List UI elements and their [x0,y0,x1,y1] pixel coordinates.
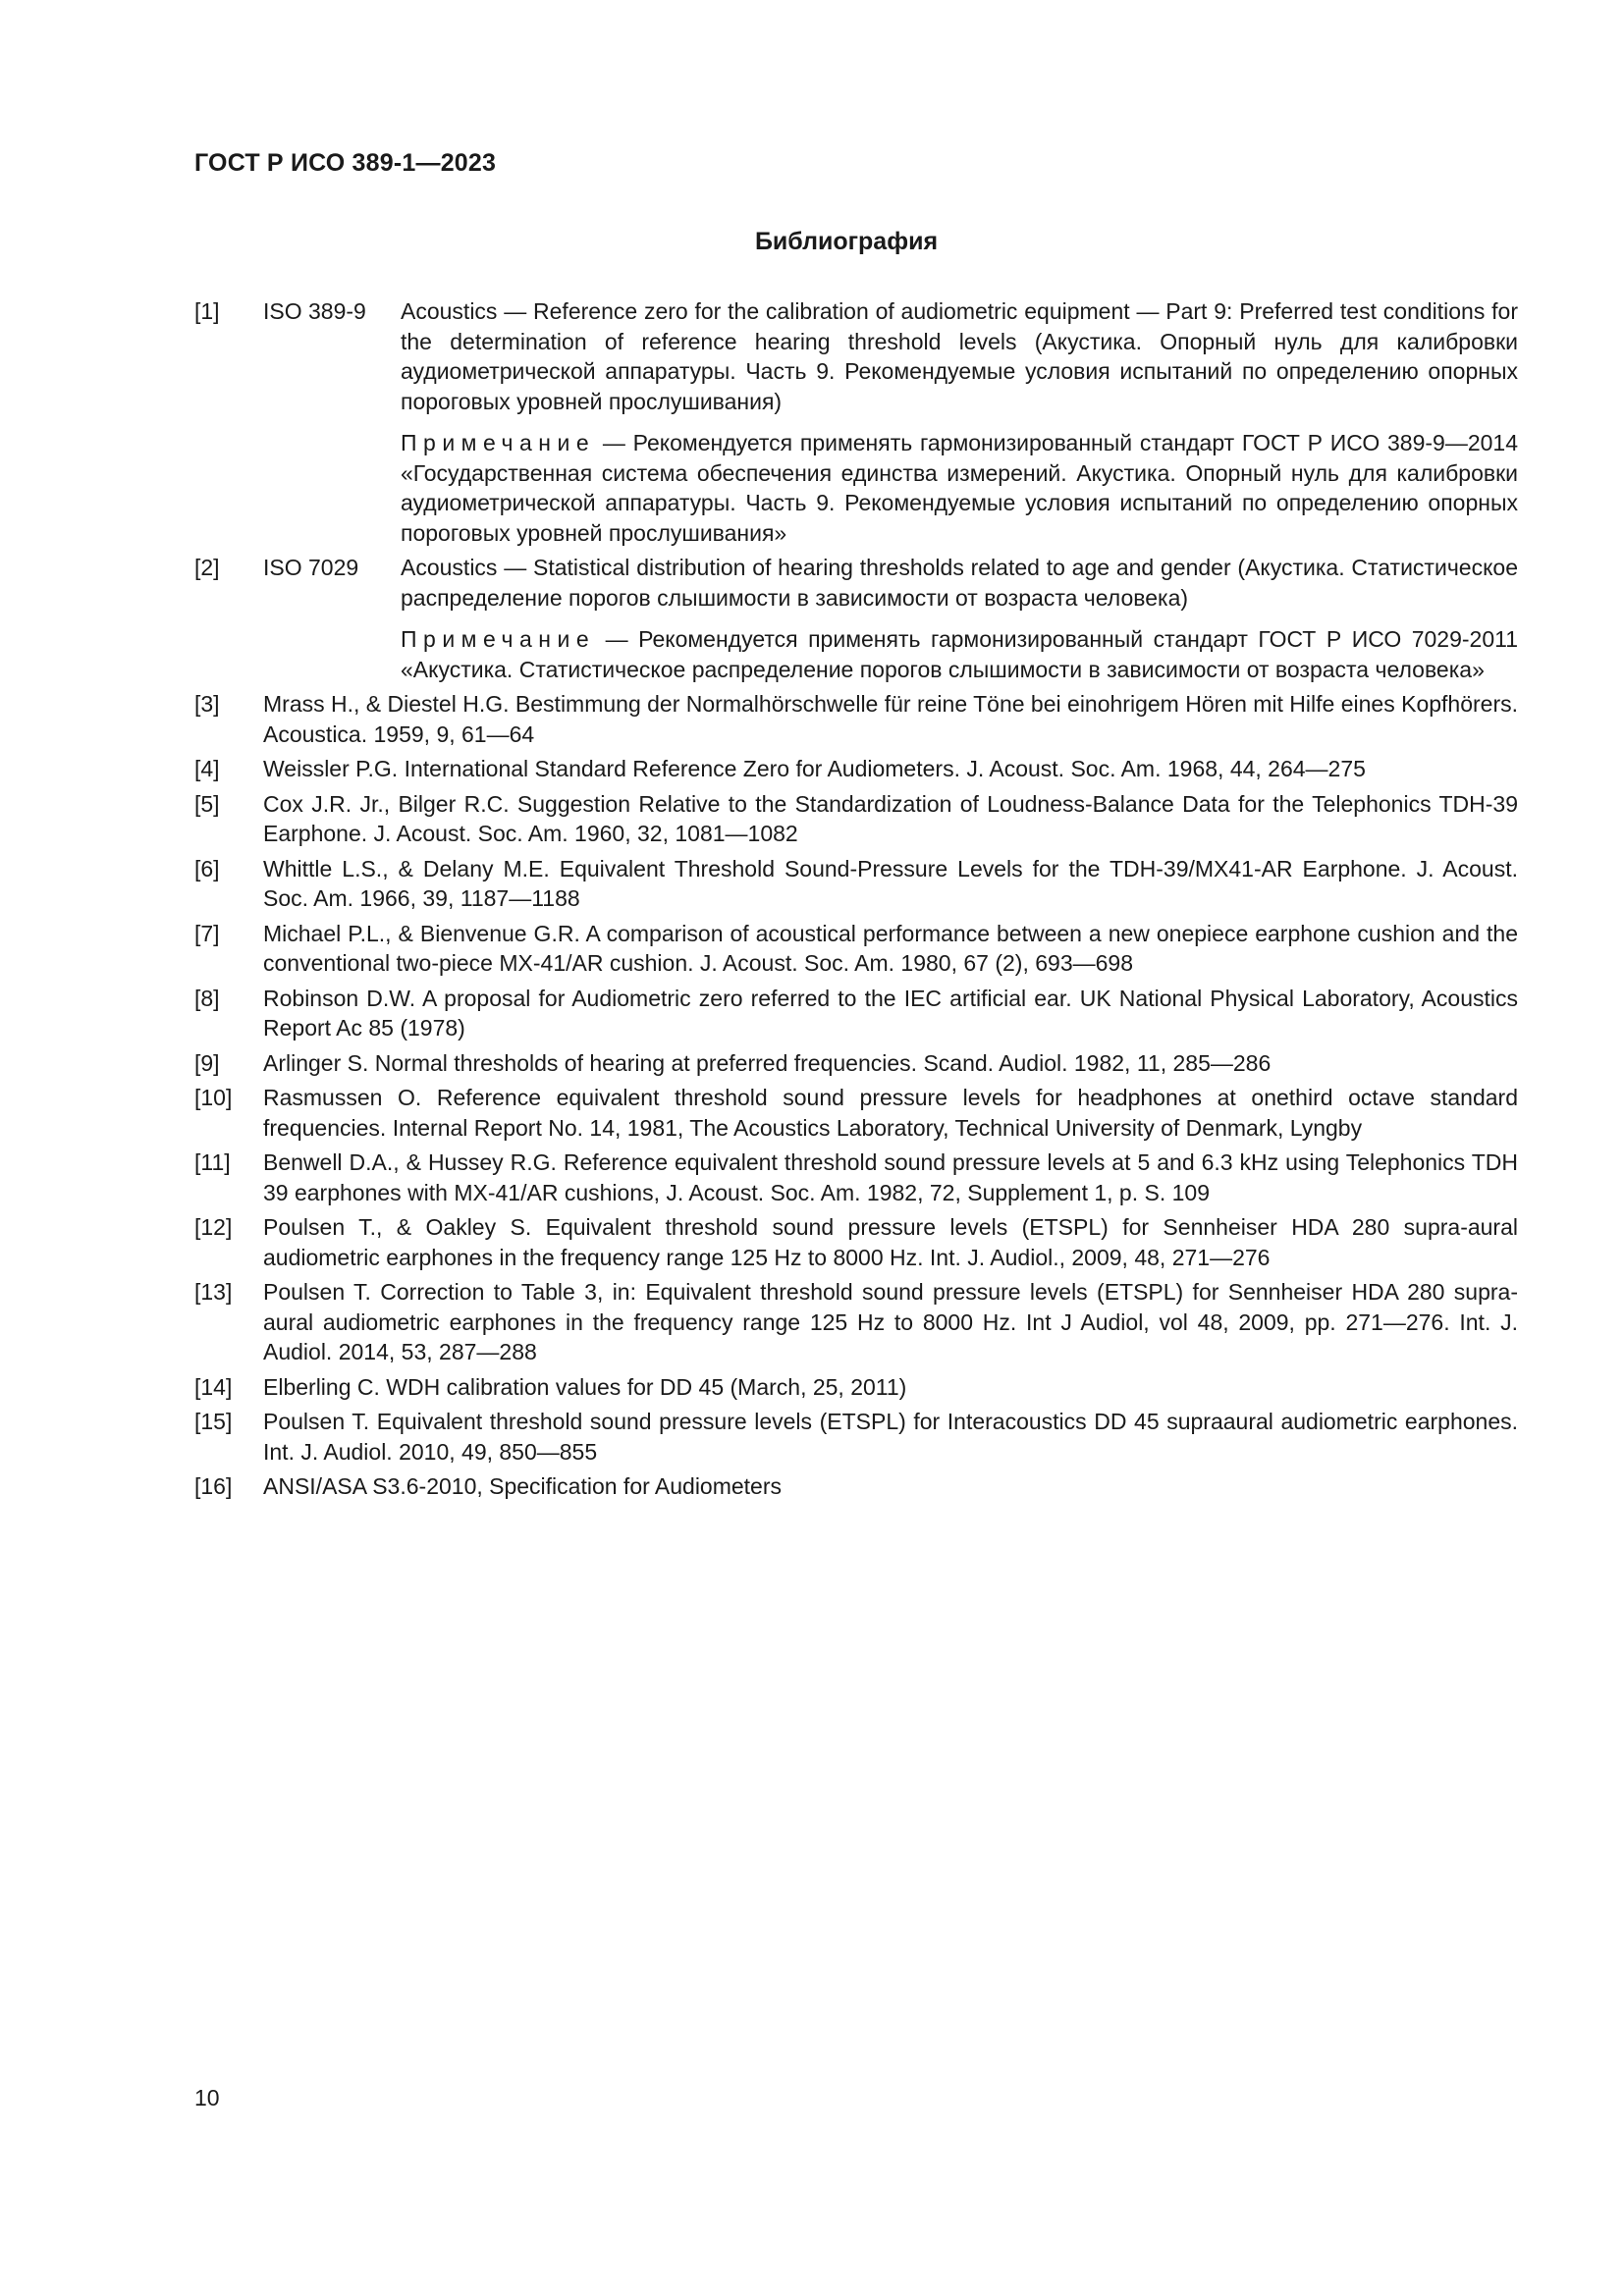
bibliography-entry [194,754,1518,784]
bibliography-entry [194,789,1518,849]
entry-number: [7] [194,920,220,946]
entry-number: [8] [194,985,220,1011]
bibliography-entry [194,1212,1518,1272]
entry-text: Rasmussen O. Reference equivalent threshold sound pressure levels for headphones at onethird octave standard frequencies. Internal Report No. 14, 1981, The Acoustics Laboratory, Technical University of Denmark, Lyngby [263,1085,1518,1141]
entry-text: Robinson D.W. A proposal for Audiometric zero referred to the IEC artificial ear. UK National Physical Laboratory, Acoustics Report Ac 85 (1978) [263,985,1518,1041]
entry-text: Whittle L.S., & Delany M.E. Equivalent Threshold Sound-Pressure Levels for the TDH-39/MX41-AR Earphone. J. Acoust. Soc. Am. 1966, 39, 1187—1188 [263,855,1518,911]
note-text: — Рекомендуется применять гармонизированный стандарт ГОСТ Р ИСО 389-9—2014 «Государственная система обеспечения единства измерений. Акустика. Опорный нуль для калибровки аудиометрической аппаратуры. Часть 9. Рекомендуемые условия испытаний по определению опорных пороговых уровней прослушивания» [401,430,1518,546]
entry-text: Elberling C. WDH calibration values for DD 45 (March, 25, 2011) [263,1373,907,1400]
entry-number: [2] [194,555,220,580]
entry-text: Benwell D.A., & Hussey R.G. Reference equivalent threshold sound pressure levels at 5 and 6.3 kHz using Telephonics TDH 39 earphones with MX-41/AR cushions, J. Acoust. Soc. Am. 1982, 72, Supplement 1, p. S. 109 [263,1149,1518,1205]
entry-text: Weissler P.G. International Standard Reference Zero for Audiometers. J. Acoust. Soc. Am. 1968, 44, 264—275 [263,756,1366,781]
bibliography-entry [194,1407,1518,1467]
entry-number: [11] [194,1149,231,1175]
page-number: 10 [194,2085,220,2110]
entry-number: [13] [194,1279,233,1305]
entry-number: [10] [194,1085,233,1110]
bibliography-title: Библиография [754,228,939,255]
entry-standard-code: ISO 389-9 [263,298,366,324]
entry-number: [12] [194,1214,233,1240]
bibliography-entry [194,689,1518,749]
entry-text: Poulsen T. Correction to Table 3, in: Equivalent threshold sound pressure levels (ETSPL) for Sennheiser HDA 280 supra-aural audiometric earphones in the frequency range 125 Hz to 8000 Hz. Int J Audiol, vol 48, 2009, pp. 271—276. Int. J. Audiol. 2014, 53, 287—288 [263,1279,1518,1364]
note-text: — Рекомендуется применять гармонизированный стандарт ГОСТ Р ИСО 7029-2011 «Акустика. Статистическое распределение порогов слышимости в зависимости от возраста человека» [401,626,1518,682]
bibliography-entry [194,1277,1518,1367]
bibliography-entry [194,553,1518,684]
bibliography-entry [194,984,1518,1043]
bibliography-entry [194,919,1518,979]
bibliography-entry [194,1083,1518,1143]
entry-standard-code: ISO 7029 [263,555,359,580]
entry-text: Acoustics — Statistical distribution of hearing thresholds related to age and gender (Акустика. Статистическое распределение порогов слышимости в зависимости от возраста человека) [401,555,1518,611]
entry-number: [4] [194,756,220,781]
bibliography-entry [194,1471,1518,1502]
entry-text: Arlinger S. Normal thresholds of hearing at preferred frequencies. Scand. Audiol. 1982, 11, 285—286 [263,1049,1272,1076]
entry-text: Poulsen T., & Oakley S. Equivalent threshold sound pressure levels (ETSPL) for Sennheiser HDA 280 supra-aural audiometric earphones in the frequency range 125 Hz to 8000 Hz. Int. J. Audiol., 2009, 48, 271—276 [263,1214,1518,1270]
note-label: Примечание [401,430,596,455]
entry-number: [1] [194,298,220,324]
entry-number: [14] [194,1373,233,1400]
note-label: Примечание [401,626,596,652]
entry-number: [3] [194,691,220,717]
entry-number: [16] [194,1473,233,1499]
bibliography-entry [194,1372,1518,1403]
entry-text: Acoustics — Reference zero for the calibration of audiometric equipment — Part 9: Preferred test conditions for the determination of reference hearing threshold levels (Акустика. Опорный нуль для калибровки аудиометрической аппаратуры. Часть 9. Рекомендуемые условия испытаний по определению опорных пороговых уровней прослушивания) [401,298,1518,414]
entry-note [401,624,1518,684]
entry-number: [5] [194,790,220,817]
bibliography-entry [194,296,1518,548]
entry-number: [6] [194,855,220,881]
bibliography-entry [194,1048,1518,1079]
bibliography-entry [194,1148,1518,1207]
entry-text: ANSI/ASA S3.6-2010, Specification for Audiometers [263,1473,783,1499]
entry-text: Michael P.L., & Bienvenue G.R. A comparison of acoustical performance between a new onepiece earphone cushion and the conventional two-piece MX-41/AR cushion. J. Acoust. Soc. Am. 1980, 67 (2), 693—698 [263,920,1518,976]
entry-number: [9] [194,1049,220,1076]
entry-note [401,428,1518,548]
entry-number: [15] [194,1409,233,1434]
bibliography-list [194,296,1518,1507]
entry-text: Mrass H., & Diestel H.G. Bestimmung der Normalhörschwelle für reine Töne bei einohrigem Hören mit Hilfe eines Kopfhörers. Acoustica. 1959, 9, 61—64 [263,691,1518,747]
bibliography-entry [194,854,1518,914]
entry-text: Poulsen T. Equivalent threshold sound pressure levels (ETSPL) for Interacoustics DD 45 supraaural audiometric earphones. Int. J. Audiol. 2010, 49, 850—855 [263,1409,1518,1465]
entry-text: Cox J.R. Jr., Bilger R.C. Suggestion Relative to the Standardization of Loudness-Balance Data for the Telephonics TDH-39 Earphone. J. Acoust. Soc. Am. 1960, 32, 1081—1082 [263,790,1518,846]
document-header: ГОСТ Р ИСО 389-1—2023 [194,149,497,177]
